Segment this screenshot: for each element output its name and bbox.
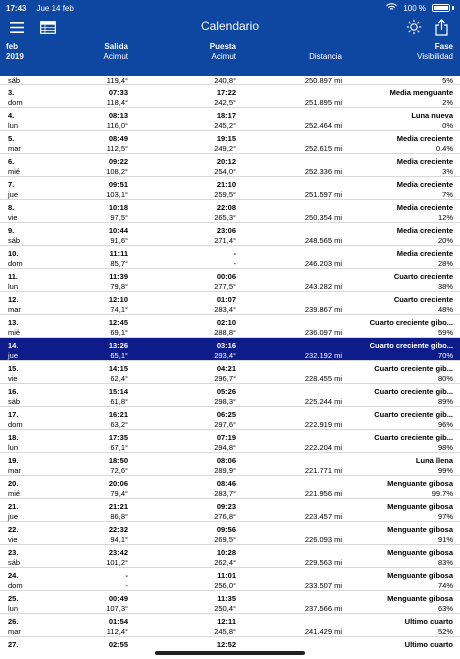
table-row[interactable]	[0, 614, 460, 637]
rise-time-cell: 23:42	[108, 548, 128, 557]
rise-azimuth-header: Acimut	[103, 52, 128, 61]
distance-header: Distancia	[309, 52, 342, 61]
visibility-cell: 99.7%	[431, 489, 453, 498]
rise-azimuth-cell: 112,5°	[106, 144, 128, 153]
day-cell: 21.	[8, 502, 19, 511]
share-icon[interactable]	[434, 18, 448, 36]
phase-cell: Menguante gibosa	[387, 548, 453, 557]
distance-cell: 251.895 mi	[304, 98, 342, 107]
set-azimuth-cell: -	[233, 259, 236, 268]
set-time-cell: 05:26	[216, 387, 236, 396]
visibility-cell: 59%	[437, 328, 453, 337]
distance-cell: 250.354 mi	[304, 213, 342, 222]
set-time-cell: 18:17	[216, 111, 236, 120]
visibility-cell: 12%	[437, 213, 453, 222]
set-azimuth-cell: 297,6°	[214, 420, 236, 429]
set-azimuth-cell: 240,8°	[214, 76, 236, 85]
weekday-cell: lun	[8, 604, 19, 613]
set-time-cell: 21:10	[216, 180, 236, 189]
month-header: feb	[6, 42, 18, 51]
table-row[interactable]	[0, 384, 460, 407]
phase-cell: Menguante gibosa	[387, 479, 453, 488]
rise-header: Salida	[104, 42, 128, 51]
day-cell: 8.	[8, 203, 15, 212]
table-row[interactable]	[0, 154, 460, 177]
table-row[interactable]	[0, 246, 460, 269]
day-cell: 24.	[8, 571, 19, 580]
distance-cell: 223.457 mi	[304, 512, 342, 521]
rise-azimuth-cell: 116,0°	[106, 121, 128, 130]
visibility-cell: 63%	[437, 604, 453, 613]
status-time: 17:43	[6, 3, 27, 13]
rise-time-cell: 21:21	[108, 502, 128, 511]
set-azimuth-header: Acimut	[211, 52, 236, 61]
rise-time-cell: 22:32	[108, 525, 128, 534]
set-time-cell: 09:56	[216, 525, 236, 534]
weekday-cell: mar	[8, 305, 21, 314]
weekday-cell: vie	[8, 374, 18, 383]
rise-time-cell: 20:06	[108, 479, 128, 488]
phase-cell: Luna nueva	[411, 111, 453, 120]
phase-cell: Media creciente	[396, 134, 453, 143]
rise-time-cell: 10:44	[108, 226, 128, 235]
rise-time-cell: -	[125, 571, 128, 580]
page-title: Calendario	[200, 19, 260, 33]
visibility-cell: 70%	[437, 351, 453, 360]
rise-azimuth-cell: 61,8°	[110, 397, 128, 406]
visibility-cell: 48%	[437, 305, 453, 314]
rise-azimuth-cell: 97,5°	[110, 213, 128, 222]
visibility-cell: 98%	[437, 443, 453, 452]
rise-time-cell: 11:11	[109, 249, 128, 258]
phase-cell: Cuarto creciente gibo...	[369, 341, 453, 350]
distance-cell: 251.597 mi	[304, 190, 342, 199]
rise-time-cell: 17:35	[108, 433, 128, 442]
phase-cell: Menguante gibosa	[387, 594, 453, 603]
set-time-cell: 20:12	[216, 157, 236, 166]
rise-time-cell: 10:18	[108, 203, 128, 212]
weekday-cell: jue	[8, 351, 19, 360]
set-azimuth-cell: 296,7°	[214, 374, 236, 383]
day-cell: 7.	[8, 180, 15, 189]
phase-cell: Cuarto creciente gib...	[374, 433, 453, 442]
phase-cell: Media creciente	[396, 249, 453, 258]
weekday-cell: vie	[8, 535, 18, 544]
table-row[interactable]	[0, 76, 460, 85]
rise-azimuth-cell: 91,6°	[110, 236, 128, 245]
day-cell: 11.	[8, 272, 19, 281]
phase-header: Fase	[434, 42, 453, 51]
weekday-cell: lun	[8, 121, 19, 130]
distance-cell: 221.956 mi	[304, 489, 342, 498]
table-row[interactable]	[0, 453, 460, 476]
visibility-cell: 3%	[442, 167, 453, 176]
day-cell: 25.	[8, 594, 19, 603]
phase-cell: Media creciente	[396, 203, 453, 212]
phase-cell: Media menguante	[389, 88, 453, 97]
wifi-icon	[386, 3, 397, 13]
distance-cell: 246.203 mi	[304, 259, 342, 268]
visibility-cell: 97%	[437, 512, 453, 521]
set-azimuth-cell: 259,5°	[214, 190, 236, 199]
set-time-cell: -	[233, 249, 236, 258]
rise-time-cell: 12:45	[108, 318, 128, 327]
distance-cell: 232.192 mi	[304, 351, 342, 360]
distance-cell: 236.097 mi	[304, 328, 342, 337]
set-time-cell: 22:08	[216, 203, 236, 212]
table-row[interactable]	[0, 430, 460, 453]
calendar-table[interactable]	[0, 76, 460, 648]
rise-azimuth-cell: 65,1°	[110, 351, 128, 360]
day-cell: 17.	[8, 410, 19, 419]
day-cell: 12.	[8, 295, 19, 304]
day-cell: 22.	[8, 525, 19, 534]
table-row[interactable]	[0, 85, 460, 108]
visibility-cell: 38%	[437, 282, 453, 291]
phase-cell: Menguante gibosa	[387, 571, 453, 580]
rise-azimuth-cell: 94,1°	[110, 535, 128, 544]
table-row[interactable]	[0, 568, 460, 591]
visibility-cell: 0.4%	[435, 144, 453, 153]
rise-azimuth-cell: -	[125, 581, 128, 590]
rise-time-cell: 01:54	[108, 617, 128, 626]
set-time-cell: 10:28	[216, 548, 236, 557]
weekday-cell: mié	[8, 167, 21, 176]
distance-cell: 252.464 mi	[304, 121, 342, 130]
set-azimuth-cell: 276,8°	[214, 512, 236, 521]
set-azimuth-cell: 256,0°	[214, 581, 236, 590]
weekday-cell: lun	[8, 443, 19, 452]
table-row[interactable]	[0, 522, 460, 545]
rise-azimuth-cell: 101,2°	[106, 558, 128, 567]
phase-cell: Media creciente	[396, 226, 453, 235]
table-row[interactable]	[0, 361, 460, 384]
set-azimuth-cell: 271,4°	[214, 236, 236, 245]
table-row[interactable]	[0, 476, 460, 499]
day-cell: 23.	[8, 548, 19, 557]
table-row[interactable]	[0, 269, 460, 292]
weekday-cell: sáb	[8, 236, 21, 245]
rise-time-cell: 09:51	[108, 180, 128, 189]
set-header: Puesta	[209, 42, 236, 51]
distance-cell: 237.566 mi	[304, 604, 342, 613]
set-time-cell: 11:01	[217, 571, 236, 580]
table-row[interactable]	[0, 177, 460, 200]
day-cell: 14.	[8, 341, 19, 350]
status-date: Jue 14 feb	[36, 3, 74, 13]
year-header: 2019	[6, 52, 24, 61]
rise-azimuth-cell: 63,2°	[110, 420, 128, 429]
rise-time-cell: 11:39	[109, 272, 128, 281]
set-time-cell: 23:06	[216, 226, 236, 235]
rise-azimuth-cell: 85,7°	[110, 259, 128, 268]
day-cell: 3.	[8, 88, 15, 97]
phase-cell: Menguante gibosa	[387, 502, 453, 511]
day-cell: 26.	[8, 617, 19, 626]
rise-azimuth-cell: 74,1°	[110, 305, 128, 314]
weekday-cell: dom	[8, 581, 23, 590]
visibility-cell: 96%	[437, 420, 453, 429]
visibility-cell: 74%	[437, 581, 453, 590]
distance-cell: 228.455 mi	[304, 374, 342, 383]
set-time-cell: 11:35	[217, 594, 236, 603]
visibility-cell: 80%	[437, 374, 453, 383]
set-azimuth-cell: 298,3°	[214, 397, 236, 406]
column-headers	[0, 42, 460, 76]
phase-cell: Cuarto creciente gib...	[374, 387, 453, 396]
weekday-cell: mar	[8, 627, 21, 636]
distance-cell: 222.919 mi	[304, 420, 342, 429]
table-row[interactable]	[0, 407, 460, 430]
day-cell: 18.	[8, 433, 19, 442]
set-time-cell: 00:06	[216, 272, 236, 281]
table-row[interactable]	[0, 223, 460, 246]
table-row[interactable]	[0, 591, 460, 614]
distance-cell: 225.244 mi	[304, 397, 342, 406]
set-time-cell: 02:10	[216, 318, 236, 327]
distance-cell: 221.771 mi	[304, 466, 342, 475]
set-time-cell: 17:22	[216, 88, 236, 97]
weekday-cell: sáb	[8, 76, 21, 85]
day-cell: 19.	[8, 456, 19, 465]
distance-cell: 252.336 mi	[304, 167, 342, 176]
set-time-cell: 08:06	[216, 456, 236, 465]
visibility-cell: 52%	[437, 627, 453, 636]
set-azimuth-cell: 289,9°	[214, 466, 236, 475]
visibility-cell: 91%	[437, 535, 453, 544]
weekday-cell: mar	[8, 466, 21, 475]
distance-cell: 229.563 mi	[304, 558, 342, 567]
rise-time-cell: 18:50	[108, 456, 128, 465]
set-time-cell: 12:52	[216, 640, 236, 648]
distance-cell: 222.204 mi	[304, 443, 342, 452]
rise-time-cell: 13:26	[108, 341, 128, 350]
weekday-cell: dom	[8, 98, 23, 107]
table-row[interactable]	[0, 499, 460, 522]
set-azimuth-cell: 242,5°	[214, 98, 236, 107]
battery-percent: 100 %	[403, 3, 426, 13]
distance-cell: 226.093 mi	[304, 535, 342, 544]
weekday-cell: vie	[8, 213, 18, 222]
rise-azimuth-cell: 108,2°	[106, 167, 128, 176]
rise-azimuth-cell: 107,3°	[106, 604, 128, 613]
set-azimuth-cell: 293,4°	[214, 351, 236, 360]
table-row[interactable]	[0, 637, 460, 648]
rise-time-cell: 00:49	[108, 594, 128, 603]
rise-time-cell: 08:13	[108, 111, 128, 120]
day-cell: 6.	[8, 157, 15, 166]
visibility-cell: 5%	[442, 76, 453, 85]
rise-azimuth-cell: 72,6°	[110, 466, 128, 475]
set-azimuth-cell: 283,7°	[214, 489, 236, 498]
navigation-bar	[0, 16, 460, 38]
phase-cell: Cuarto creciente gibo...	[369, 318, 453, 327]
visibility-cell: 2%	[442, 98, 453, 107]
set-azimuth-cell: 262,4°	[214, 558, 236, 567]
set-azimuth-cell: 249,2°	[214, 144, 236, 153]
rise-time-cell: 12:10	[108, 295, 128, 304]
set-time-cell: 12:11	[217, 617, 236, 626]
set-time-cell: 09:23	[216, 502, 236, 511]
visibility-cell: 28%	[437, 259, 453, 268]
phase-cell: Cuarto creciente gib...	[374, 410, 453, 419]
rise-time-cell: 02:55	[108, 640, 128, 648]
visibility-cell: 89%	[437, 397, 453, 406]
day-cell: 4.	[8, 111, 15, 120]
phase-cell: Cuarto creciente	[393, 272, 453, 281]
day-cell: 5.	[8, 134, 15, 143]
set-azimuth-cell: 288,8°	[214, 328, 236, 337]
weekday-cell: sáb	[8, 397, 21, 406]
set-azimuth-cell: 277,5°	[214, 282, 236, 291]
visibility-cell: 0%	[442, 121, 453, 130]
weekday-cell: dom	[8, 259, 23, 268]
day-cell: 10.	[8, 249, 19, 258]
set-time-cell: 06:25	[216, 410, 236, 419]
set-time-cell: 04:21	[216, 364, 236, 373]
visibility-cell: 7%	[442, 190, 453, 199]
weekday-cell: mar	[8, 144, 21, 153]
set-azimuth-cell: 245,2°	[214, 121, 236, 130]
rise-azimuth-cell: 119,4°	[106, 76, 128, 85]
table-row[interactable]	[0, 315, 460, 338]
day-cell: 13.	[8, 318, 19, 327]
day-cell: 27.	[8, 640, 19, 648]
phase-cell: Ultimo cuarto	[404, 617, 453, 626]
table-row[interactable]	[0, 292, 460, 315]
top-bar	[0, 0, 460, 76]
set-azimuth-cell: 250,4°	[214, 604, 236, 613]
distance-cell: 239.867 mi	[304, 305, 342, 314]
visibility-cell: 20%	[437, 236, 453, 245]
distance-cell: 241.429 mi	[304, 627, 342, 636]
home-indicator	[155, 651, 305, 655]
rise-azimuth-cell: 79,4°	[110, 489, 128, 498]
visibility-cell: 83%	[437, 558, 453, 567]
rise-azimuth-cell: 112,4°	[106, 627, 128, 636]
rise-time-cell: 08:49	[108, 134, 128, 143]
table-row[interactable]	[0, 200, 460, 223]
table-row[interactable]	[0, 108, 460, 131]
rise-azimuth-cell: 67,1°	[110, 443, 128, 452]
set-time-cell: 08:46	[216, 479, 236, 488]
rise-azimuth-cell: 118,4°	[106, 98, 128, 107]
rise-time-cell: 15:14	[108, 387, 128, 396]
table-row[interactable]	[0, 131, 460, 154]
set-azimuth-cell: 265,3°	[214, 213, 236, 222]
day-cell: 9.	[8, 226, 15, 235]
status-right	[386, 3, 454, 13]
phase-cell: Media creciente	[396, 157, 453, 166]
phase-cell: Media creciente	[396, 180, 453, 189]
set-azimuth-cell: 245,8°	[214, 627, 236, 636]
distance-cell: 248.565 mi	[304, 236, 342, 245]
set-azimuth-cell: 269,5°	[214, 535, 236, 544]
rise-time-cell: 07:33	[108, 88, 128, 97]
set-time-cell: 07:19	[216, 433, 236, 442]
phase-cell: Ultimo cuarto	[404, 640, 453, 648]
status-bar	[6, 2, 454, 14]
set-azimuth-cell: 294,8°	[214, 443, 236, 452]
rise-azimuth-cell: 62,4°	[110, 374, 128, 383]
distance-cell: 233.507 mi	[304, 581, 342, 590]
visibility-header: Visibilidad	[417, 52, 453, 61]
weekday-cell: mié	[8, 489, 21, 498]
sun-icon[interactable]	[406, 18, 422, 36]
rise-time-cell: 16:21	[108, 410, 128, 419]
battery-icon	[432, 4, 450, 12]
set-azimuth-cell: 254,0°	[214, 167, 236, 176]
day-cell: 16.	[8, 387, 19, 396]
rise-azimuth-cell: 86,8°	[110, 512, 128, 521]
rise-time-cell: 14:15	[108, 364, 128, 373]
rise-azimuth-cell: 79,8°	[110, 282, 128, 291]
set-time-cell: 01:07	[216, 295, 236, 304]
rise-azimuth-cell: 103,1°	[106, 190, 128, 199]
phase-cell: Cuarto creciente	[393, 295, 453, 304]
phase-cell: Cuarto creciente gib...	[374, 364, 453, 373]
weekday-cell: lun	[8, 282, 19, 291]
visibility-cell: 99%	[437, 466, 453, 475]
phase-cell: Luna llena	[415, 456, 453, 465]
table-row[interactable]	[0, 545, 460, 568]
weekday-cell: dom	[8, 420, 23, 429]
table-row-selected[interactable]	[0, 338, 460, 361]
set-time-cell: 19:15	[216, 134, 236, 143]
weekday-cell: jue	[8, 190, 19, 199]
weekday-cell: jue	[8, 512, 19, 521]
phase-cell: Menguante gibosa	[387, 525, 453, 534]
day-cell: 15.	[8, 364, 19, 373]
weekday-cell: sáb	[8, 558, 21, 567]
rise-time-cell: 09:22	[108, 157, 128, 166]
rise-azimuth-cell: 69,1°	[110, 328, 128, 337]
set-time-cell: 03:16	[216, 341, 236, 350]
distance-cell: 250.897 mi	[304, 76, 342, 85]
distance-cell: 252.615 mi	[304, 144, 342, 153]
distance-cell: 243.282 mi	[304, 282, 342, 291]
day-cell: 20.	[8, 479, 19, 488]
set-azimuth-cell: 283,4°	[214, 305, 236, 314]
weekday-cell: mié	[8, 328, 21, 337]
